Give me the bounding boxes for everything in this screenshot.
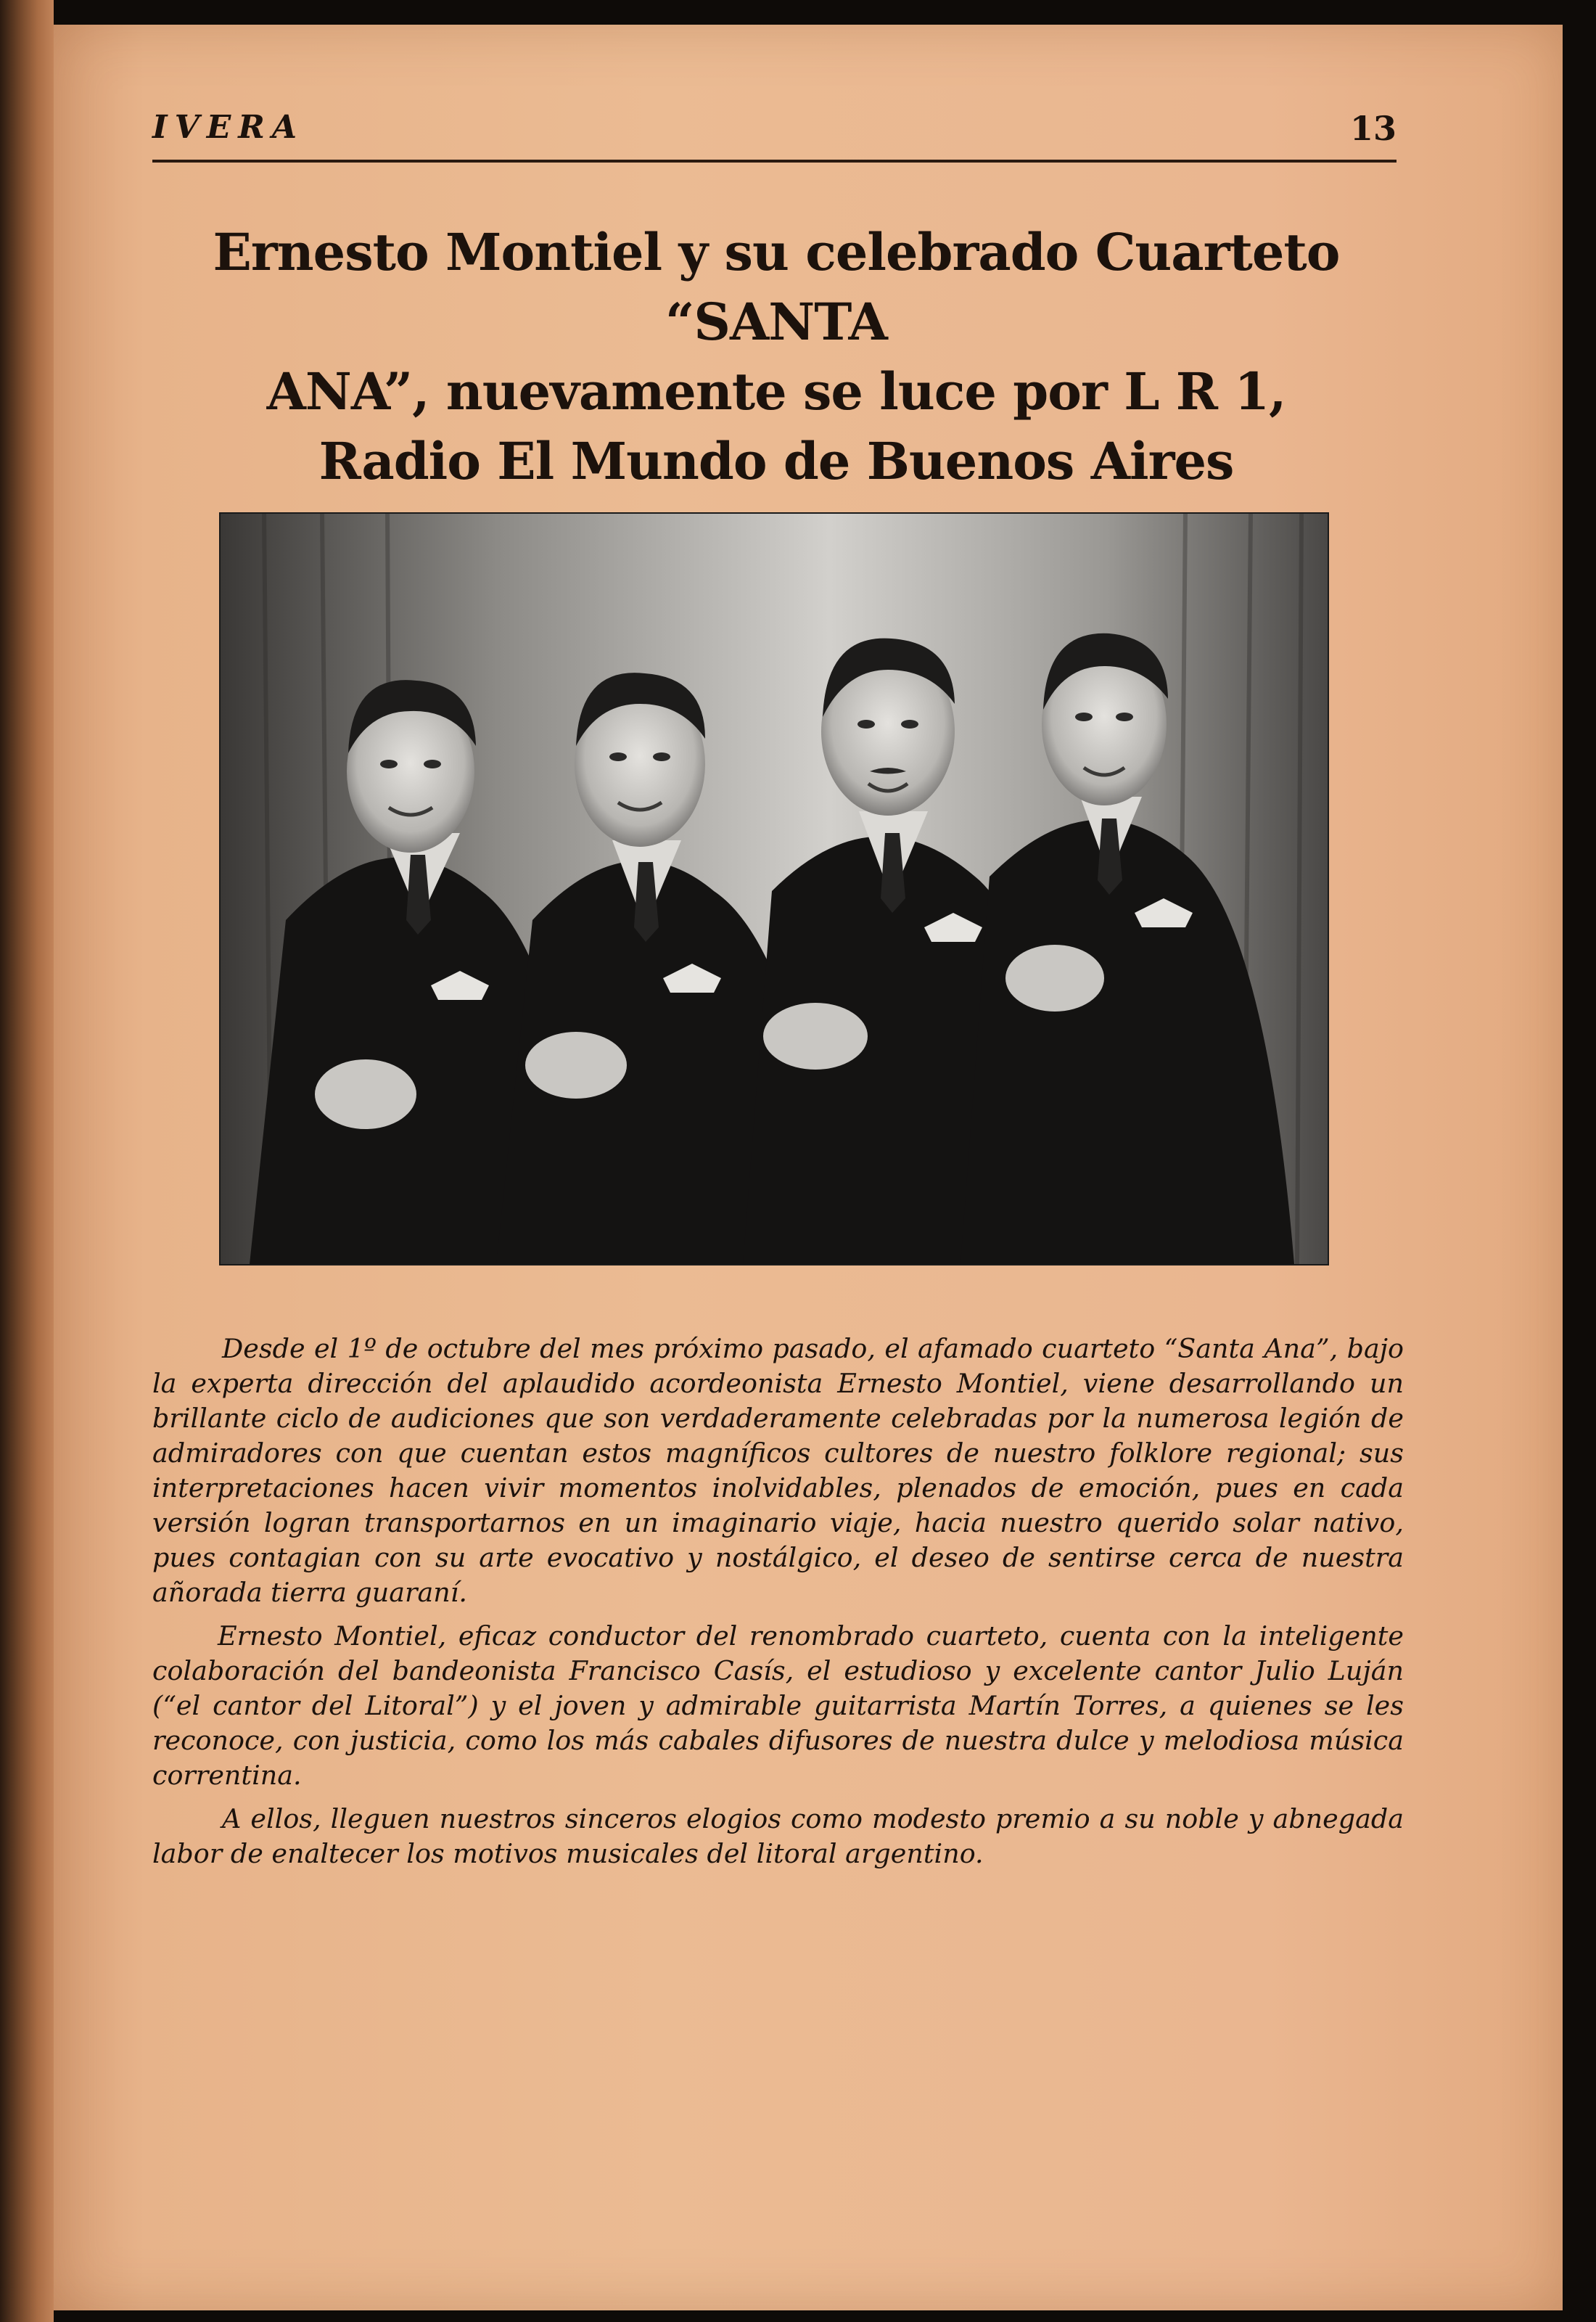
page-number: 13 [1349, 109, 1396, 148]
quartet-photo [219, 512, 1329, 1265]
article-headline [138, 218, 1415, 496]
binding-edge [0, 0, 54, 2322]
article-paragraph-1: Desde el 1º de octubre del mes próximo pasado, el afamado cuarteto “Santa Ana”, bajo la experta dirección del aplaudido acordeonista Ernesto Montiel, viene desarrollando un brillante ciclo de audiciones que son verdaderamente celebradas por la numerosa legión de admiradores con que cuentan estos magníficos cultores de nuestro folklore regional; sus interpretaciones hacen vivir momentos inolvidables, plenados de emoción, pues en cada versión logran transportarnos en un imaginario viaje, hacia nuestro querido solar nativo, pues contagian con su arte evocativo y nostálgico, el deseo de sentirse cerca de nuestra añorada tierra guaraní. [152, 1333, 1404, 1608]
quartet-photo-illustration [221, 514, 1328, 1264]
article-body [152, 1332, 1404, 1880]
article-paragraph-2: Ernesto Montiel, eficaz conductor del renombrado cuarteto, cuenta con la inteligente colaboración del bandeonista Francisco Casís, el estudioso y excelente cantor Julio Luján (“el cantor del Litoral”) y el joven y admirable guitarrista Martín Torres, a quienes se les reconoce, con justicia, como los más cabales difusores de nuestra dulce y melodiosa música correntina. [152, 1620, 1404, 1791]
headline-line-2: ANA”, nuevamente se luce por L R 1, [266, 361, 1286, 422]
headline-line-1: Ernesto Montiel y su celebrado Cuarteto “SANTA [213, 222, 1340, 352]
header-rule [152, 160, 1396, 163]
running-head [152, 109, 1396, 160]
headline-line-3: Radio El Mundo de Buenos Aires [318, 431, 1234, 491]
article-paragraph-3: A ellos, lleguen nuestros sinceros elogios como modesto premio a su noble y abnegada labor de enaltecer los motivos musicales del litoral argentino. [152, 1803, 1404, 1869]
journal-name: IVERA [152, 109, 304, 146]
